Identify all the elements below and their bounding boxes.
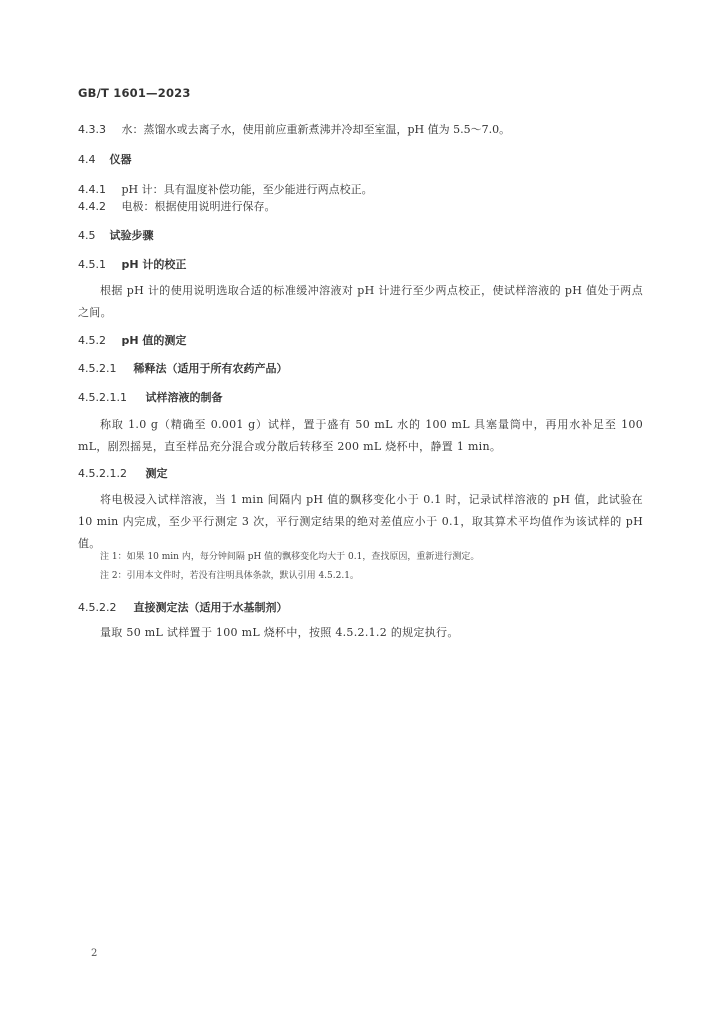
clause-4-3-3 (78, 122, 510, 137)
section-number: 4.5.1 (78, 258, 106, 271)
section-4-5-2-2 (78, 600, 288, 615)
clause-4-4-1 (78, 182, 373, 197)
standard-code: GB/T 1601—2023 (78, 86, 191, 100)
clause-number: 4.4.1 (78, 183, 106, 196)
section-number: 4.5 (78, 229, 96, 242)
note-2: 注 2：引用本文件时，若没有注明具体条款，默认引用 4.5.2.1。 (100, 571, 359, 581)
paragraph-4-5-2-1-2: 将电极浸入试样溶液，当 1 min 间隔内 pH 值的飘移变化小于 0.1 时，记录试样溶液的 pH 值，此试验在 10 min 内完成，至少平行测定 3 次，平行测定结果的绝对差值应小于 0.1，取其算术平均值作为该试样的 pH 值。 (78, 493, 643, 550)
section-4-5-2 (78, 333, 186, 348)
page-number: 2 (91, 948, 98, 959)
paragraph-4-5-1: 根据 pH 计的使用说明选取合适的标准缓冲溶液对 pH 计进行至少两点校正，使试样溶液的 pH 值处于两点之间。 (78, 284, 643, 319)
section-4-5 (78, 228, 154, 243)
section-number: 4.5.2.1.2 (78, 467, 127, 480)
section-4-5-2-1-1 (78, 390, 223, 405)
paragraph-4-5-2-2: 量取 50 mL 试样置于 100 mL 烧杯中，按照 4.5.2.1.2 的规定执行。 (100, 626, 459, 639)
section-title: 稀释法（适用于所有农药产品） (133, 362, 288, 375)
clause-text: 水：蒸馏水或去离子水，使用前应重新煮沸并冷却至室温，pH 值为 5.5～7.0。 (121, 123, 511, 136)
section-number: 4.5.2.1 (78, 362, 117, 375)
section-title: 试验步骤 (109, 229, 154, 242)
clause-number: 4.4.2 (78, 200, 106, 213)
section-title: 测定 (145, 467, 168, 480)
section-number: 4.4 (78, 153, 96, 166)
section-4-5-1 (78, 257, 186, 272)
clause-4-4-2 (78, 199, 276, 214)
clause-number: 4.3.3 (78, 123, 106, 136)
section-number: 4.5.2.2 (78, 601, 117, 614)
note-1: 注 1：如果 10 min 内，每分钟间隔 pH 值的飘移变化均大于 0.1，查找原因，重新进行测定。 (100, 552, 480, 562)
section-title: pH 计的校正 (121, 258, 187, 271)
clause-text: 电极：根据使用说明进行保存。 (121, 200, 276, 213)
section-title: 试样溶液的制备 (145, 391, 223, 404)
section-4-4 (78, 152, 132, 167)
section-4-5-2-1 (78, 361, 288, 376)
section-number: 4.5.2 (78, 334, 106, 347)
section-title: 仪器 (109, 153, 132, 166)
section-number: 4.5.2.1.1 (78, 391, 127, 404)
section-title: pH 值的测定 (121, 334, 187, 347)
section-4-5-2-1-2 (78, 466, 168, 481)
paragraph-4-5-2-1-1: 称取 1.0 g（精确至 0.001 g）试样，置于盛有 50 mL 水的 100 mL 具塞量筒中，再用水补足至 100 mL，剧烈摇晃，直至样品充分混合或分散后转移至 200 mL 烧杯中，静置 1 min。 (78, 418, 643, 453)
section-title: 直接测定法（适用于水基制剂） (133, 601, 288, 614)
clause-text: pH 计：具有温度补偿功能，至少能进行两点校正。 (121, 183, 373, 196)
